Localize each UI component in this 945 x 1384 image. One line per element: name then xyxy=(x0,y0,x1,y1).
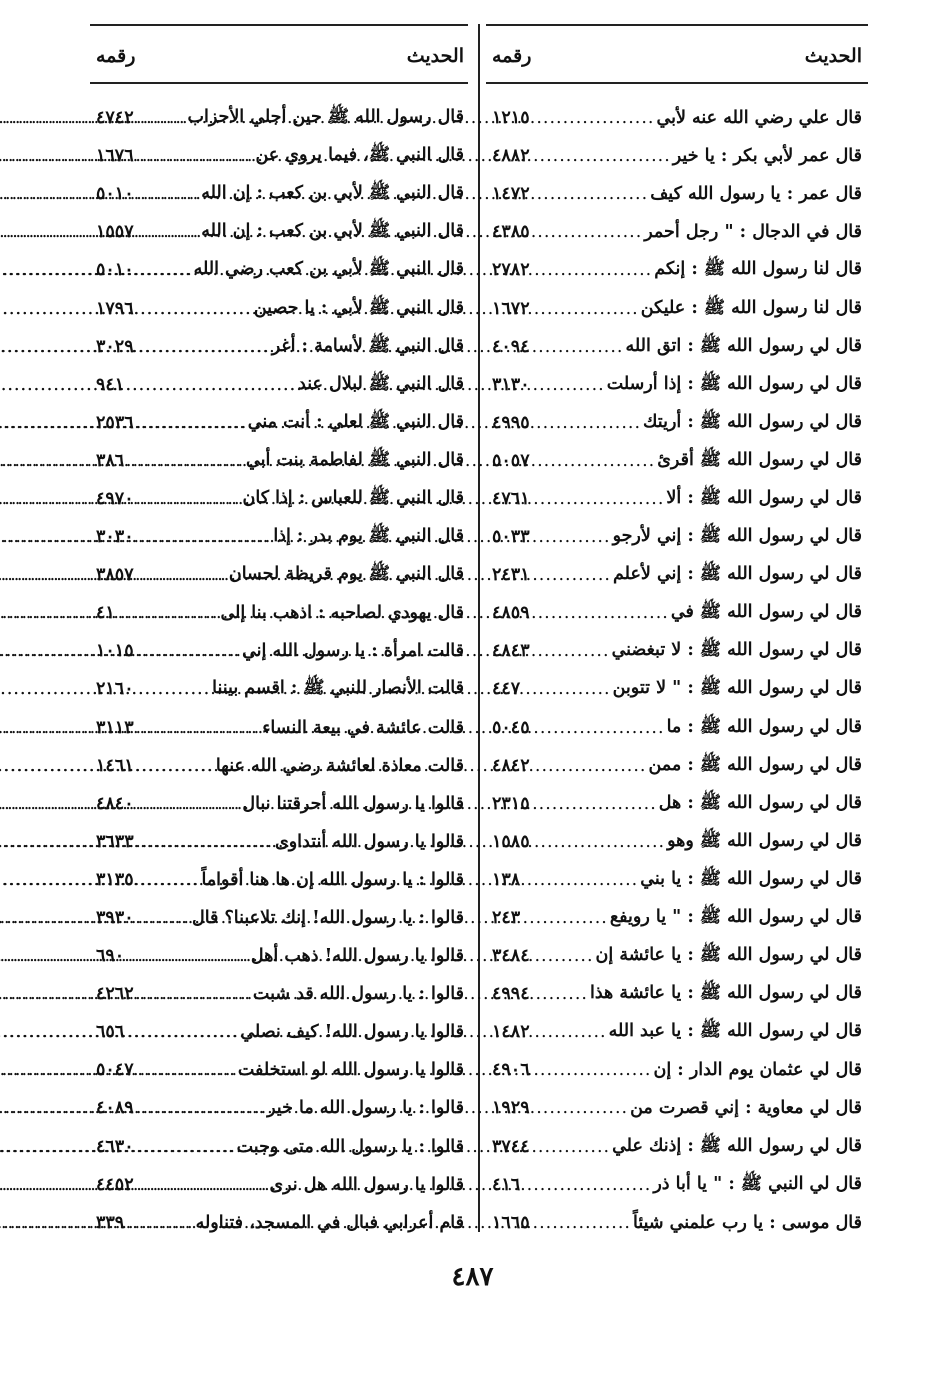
entry-text: قال لي رسول الله ﷺ : يا بني xyxy=(640,868,862,889)
dot-leader xyxy=(136,184,200,204)
entry-text: قال لنا رسول الله ﷺ : عليكن xyxy=(640,297,862,318)
entry-text: قال لي رسول الله ﷺ : اتق الله xyxy=(625,335,862,356)
entry-number: ٤٨٤٢ xyxy=(492,755,530,776)
entry-text: قالوا : يا رسول الله ما خير xyxy=(267,1098,464,1119)
dot-leader xyxy=(126,375,296,395)
dot-leader xyxy=(136,832,273,852)
entry-number: ٦٥٦ xyxy=(96,1022,125,1043)
entry-number: ٤١ xyxy=(96,603,115,624)
index-entry xyxy=(92,1204,468,1242)
entry-text: قال النبي ﷺ لأبي بن كعب : إن الله xyxy=(201,183,464,204)
entry-number: ٤١٦ xyxy=(492,1174,521,1195)
dot-leader xyxy=(532,337,624,357)
dot-leader xyxy=(532,146,671,166)
entry-number: ١٥٨٥ xyxy=(492,831,530,852)
entry-number: ١٣٨ xyxy=(492,869,521,890)
entry-number: ٣٩٣٠ xyxy=(96,908,134,929)
index-entry xyxy=(488,1013,866,1051)
index-entry xyxy=(92,1013,468,1051)
index-entry xyxy=(488,251,866,289)
entry-number: ١٦٧٦ xyxy=(96,146,134,167)
dot-leader xyxy=(136,565,227,585)
index-entry xyxy=(92,975,468,1013)
index-entry xyxy=(92,518,468,556)
dot-leader xyxy=(136,413,246,433)
index-entry xyxy=(92,632,468,670)
entry-text: قال لي رسول الله ﷺ في xyxy=(670,602,862,623)
dot-leader xyxy=(136,337,270,357)
index-entry xyxy=(488,1166,866,1204)
entry-number: ٣٧٤٤ xyxy=(492,1136,530,1157)
entry-number: ٣٨٥٧ xyxy=(96,565,134,586)
entry-number: ٤٨٨٢ xyxy=(492,146,530,167)
entry-number: ١٩٢٩ xyxy=(492,1098,530,1119)
dot-leader xyxy=(532,1060,652,1080)
entry-text: قالت عائشة في بيعة النساء xyxy=(262,717,464,738)
dot-leader xyxy=(532,1022,607,1042)
entry-text: قالوا : يا رسول الله! إنك تلاعبنا؟ قال xyxy=(192,908,464,929)
entry-text: قال لي رسول الله ﷺ : هل xyxy=(658,792,862,813)
entry-text: قال النبي ﷺ لأسامة : أغر xyxy=(271,335,464,356)
dot-leader xyxy=(117,603,219,623)
index-entry xyxy=(92,785,468,823)
index-entry xyxy=(488,823,866,861)
dot-leader xyxy=(126,1022,238,1042)
entry-text: قال لي رسول الله ﷺ : ما xyxy=(666,716,862,737)
entry-text: قال لي رسول الله ﷺ : يا عائشة هذا xyxy=(589,983,862,1004)
entry-text: قالوا : يا رسول الله إن ها هنا أقواماً xyxy=(201,869,464,890)
dot-leader xyxy=(136,641,240,661)
entry-number: ٣٤٨٤ xyxy=(492,946,530,967)
entry-text: قال النبي ﷺ لعلي : أنت مني xyxy=(247,411,464,432)
entry-number: ٣٠٢٩ xyxy=(96,336,134,357)
entry-number: ٤٩٩٤ xyxy=(492,984,530,1005)
dot-leader xyxy=(532,527,611,547)
entry-text: قال رسول الله ﷺ حين أجلي الأحزاب xyxy=(187,107,464,128)
entry-number: ٣٦٣٣ xyxy=(96,831,134,852)
entry-text: قال لي رسول الله ﷺ : إذنك علي xyxy=(612,1135,862,1156)
entry-number: ٢٥٣٦ xyxy=(96,412,134,433)
index-entry xyxy=(488,670,866,708)
index-entry xyxy=(488,213,866,251)
entry-text: قالوا يا رسول الله هل نرى xyxy=(269,1174,464,1195)
index-entry xyxy=(92,1051,468,1089)
entry-number: ١٥٥٧ xyxy=(96,222,134,243)
entry-number: ١٤٦١ xyxy=(96,755,134,776)
entry-number: ١٢١٥ xyxy=(492,108,530,129)
dot-leader xyxy=(532,832,665,852)
entry-number: ١٤٧٢ xyxy=(492,184,530,205)
top-rule-right xyxy=(486,24,868,26)
entry-number: ١٦٧٢ xyxy=(492,298,530,319)
entry-text: قالوا يا رسول الله لو استخلفت xyxy=(237,1060,464,1081)
entry-text: قال موسى : يا رب علمني شيئاً xyxy=(633,1212,862,1233)
index-entry xyxy=(92,442,468,480)
dot-leader xyxy=(136,1175,268,1195)
entry-text: قال لي رسول الله ﷺ : " لا تتوبن xyxy=(612,678,862,699)
entry-number: ٤٩٠٦ xyxy=(492,1060,530,1081)
dot-leader xyxy=(532,1137,610,1157)
dot-leader xyxy=(532,718,665,738)
entry-text: قال لي رسول الله ﷺ : لا تبغضني xyxy=(611,640,862,661)
index-entry xyxy=(488,975,866,1013)
entry-number: ٤٨٥٩ xyxy=(492,603,530,624)
dot-leader xyxy=(532,984,588,1004)
index-entry xyxy=(488,480,866,518)
dot-leader xyxy=(136,756,214,776)
entry-number: ٣٣٩ xyxy=(96,1212,125,1233)
entry-text: قال لي رسول الله ﷺ : ألا xyxy=(666,487,862,508)
index-entry xyxy=(92,328,468,366)
index-entry xyxy=(488,99,866,137)
index-entry xyxy=(488,366,866,404)
entry-text: قال علي رضي الله عنه لأبي xyxy=(656,108,862,129)
index-entry xyxy=(488,289,866,327)
entry-text: قال في الدجال : " رجل أحمر xyxy=(644,222,862,243)
index-column-right xyxy=(488,30,866,1242)
dot-leader xyxy=(532,641,610,661)
dot-leader xyxy=(532,375,605,395)
entry-number: ٣٨٦ xyxy=(96,450,125,471)
dot-leader xyxy=(136,679,211,699)
entry-number: ٣١٣٥ xyxy=(96,869,134,890)
index-entry xyxy=(92,899,468,937)
dot-leader xyxy=(532,451,656,471)
entry-number: ٢٤٣١ xyxy=(492,565,530,586)
entry-number: ٤٨٤٣ xyxy=(492,641,530,662)
dot-leader xyxy=(136,984,251,1004)
entry-number: ٣١١٣ xyxy=(96,717,134,738)
dot-leader xyxy=(136,718,261,738)
index-entry xyxy=(488,594,866,632)
index-entry xyxy=(92,747,468,785)
entries-right xyxy=(488,99,866,1242)
entry-number: ١٦٦٥ xyxy=(492,1212,530,1233)
entry-text: قام أعرابي فبال في المسجد، فتناوله xyxy=(195,1212,464,1233)
entry-number: ٤٣٨٥ xyxy=(492,222,530,243)
entry-number: ٣٠٣٠ xyxy=(96,527,134,548)
dot-leader xyxy=(532,489,665,509)
entry-number: ٤٠٨٩ xyxy=(96,1098,134,1119)
dot-leader xyxy=(136,527,272,547)
entry-number: ٤٩٩٥ xyxy=(492,412,530,433)
index-entry xyxy=(92,861,468,899)
index-entry xyxy=(92,937,468,975)
entry-text: قال يهودي لصاحبه : اذهب بنا إلى xyxy=(220,603,464,624)
index-entry xyxy=(92,366,468,404)
entry-number: ٣١٣٠ xyxy=(492,374,530,395)
entry-text: قال لي رسول الله ﷺ وهو xyxy=(667,830,862,851)
dot-leader xyxy=(532,413,641,433)
entry-number: ٤٢٦٢ xyxy=(96,984,134,1005)
header-title: الحديث xyxy=(804,45,862,67)
entry-number: ٦٩٠ xyxy=(96,946,125,967)
dot-leader xyxy=(532,756,647,776)
entry-text: قالوا : يا رسول الله متى وجبت xyxy=(236,1136,464,1157)
dot-leader xyxy=(136,1137,235,1157)
dot-leader xyxy=(532,1213,631,1233)
index-entry xyxy=(488,1089,866,1127)
column-header-left xyxy=(92,30,468,82)
entry-number: ٢٧٨٢ xyxy=(492,260,530,281)
entry-number: ٥٠٤٥ xyxy=(492,717,530,738)
entry-text: قال لي رسول الله ﷺ : يا عائشة إن xyxy=(595,945,862,966)
header-number: رقمه xyxy=(492,45,532,67)
entry-text: قال النبي ﷺ يوم بدر : إذا xyxy=(273,526,464,547)
dot-leader xyxy=(136,222,200,242)
dot-leader xyxy=(532,184,649,204)
dot-leader xyxy=(532,222,643,242)
entry-text: قال النبي ﷺ للعباس : إذا كان xyxy=(242,487,464,508)
entry-text: قالوا يا رسول الله أحرقتنا نبال xyxy=(242,793,464,814)
dot-leader xyxy=(522,679,610,699)
index-entry xyxy=(488,137,866,175)
index-entry xyxy=(92,404,468,442)
entry-text: قالوا : يا رسول الله قد شبت xyxy=(252,984,464,1005)
dot-leader xyxy=(532,603,669,623)
index-entry xyxy=(488,937,866,975)
index-entry xyxy=(488,556,866,594)
dot-leader xyxy=(532,299,639,319)
entry-text: قال لنا رسول الله ﷺ : إنكم xyxy=(654,259,862,280)
entry-text: قال عمر لأبي بكر : يا خير xyxy=(672,146,862,167)
entry-text: قال النبي ﷺ لأبي : يا حصين xyxy=(253,297,464,318)
dot-leader xyxy=(532,794,657,814)
entry-number: ٤٨٤٠ xyxy=(96,793,134,814)
dot-leader xyxy=(532,946,594,966)
index-entry xyxy=(488,328,866,366)
entry-text: قال عمر : يا رسول الله كيف xyxy=(650,184,862,205)
dot-leader xyxy=(532,260,653,280)
index-entry xyxy=(92,99,468,137)
entry-number: ٩٤١ xyxy=(96,374,125,395)
entry-number: ١٠١٥ xyxy=(96,641,134,662)
index-entry xyxy=(488,861,866,899)
entry-number: ١٧٩٦ xyxy=(96,298,134,319)
entry-text: قال النبي ﷺ لفاطمة بنت أبي xyxy=(246,449,464,470)
entry-text: قال لي رسول الله ﷺ : يا عبد الله xyxy=(608,1021,862,1042)
dot-leader xyxy=(532,1098,629,1118)
entry-text: قال النبي ﷺ لبلال عند xyxy=(298,373,464,394)
entry-text: قال لي رسول الله ﷺ : ممن xyxy=(648,754,862,775)
header-number: رقمه xyxy=(96,45,136,67)
entry-number: ٥٠١٠ xyxy=(96,184,134,205)
dot-leader xyxy=(136,794,241,814)
entry-text: قالت معاذة لعائشة رضي الله عنها xyxy=(215,755,464,776)
entry-number: ٥٠٥٧ xyxy=(492,450,530,471)
index-entry xyxy=(92,670,468,708)
index-entry xyxy=(92,1128,468,1166)
dot-leader xyxy=(532,565,611,585)
entry-text: قال النبي ﷺ لأبي بن كعب : إن الله xyxy=(201,221,464,242)
index-entry xyxy=(92,175,468,213)
entry-text: قال النبي ﷺ لأبي بن كعب رضي الله xyxy=(193,259,464,280)
index-entry xyxy=(488,442,866,480)
dot-leader xyxy=(522,908,608,928)
entry-number: ٤٠٩٤ xyxy=(492,336,530,357)
entry-number: ٤٧٤٢ xyxy=(96,108,134,129)
entry-text: قال لي رسول الله ﷺ : إني لأرجو xyxy=(612,526,862,547)
entry-text: قال لي عثمان يوم الدار : إن xyxy=(653,1060,862,1081)
dot-leader xyxy=(136,489,241,509)
dot-leader xyxy=(522,870,638,890)
entry-number: ٤٧٦١ xyxy=(492,488,530,509)
entry-text: قال لي رسول الله ﷺ : أريتك xyxy=(643,411,862,432)
entry-number: ٢١٦٠ xyxy=(96,679,134,700)
dot-leader xyxy=(522,1175,651,1195)
dot-leader xyxy=(126,451,244,471)
entry-text: قالت الأنصار للنبي ﷺ : اقسم بيننا xyxy=(212,678,464,699)
dot-leader xyxy=(136,108,186,128)
index-entry xyxy=(92,137,468,175)
index-entry xyxy=(92,1089,468,1127)
entry-text: قال النبي ﷺ، فيما يروي عن xyxy=(255,145,464,166)
entry-text: قال لي رسول الله ﷺ : إذا أرسلت xyxy=(606,373,862,394)
index-entry xyxy=(488,632,866,670)
index-entry xyxy=(92,1166,468,1204)
entry-text: قالوا يا رسول الله! ذهب أهل xyxy=(250,946,464,967)
entry-number: ٤٦٣٠ xyxy=(96,1136,134,1157)
dot-leader xyxy=(136,1098,266,1118)
index-entry xyxy=(92,594,468,632)
header-title: الحديث xyxy=(406,45,464,67)
entry-text: قال لي رسول الله ﷺ أقرئ xyxy=(657,449,862,470)
dot-leader xyxy=(136,260,192,280)
index-entry xyxy=(92,251,468,289)
entry-number: ٢٣١٥ xyxy=(492,793,530,814)
entry-text: قال لي معاوية : إني قصرت من xyxy=(630,1098,862,1119)
index-entry xyxy=(488,899,866,937)
dot-leader xyxy=(136,299,252,319)
index-entry xyxy=(92,480,468,518)
entry-number: ٥٠٣٣ xyxy=(492,527,530,548)
column-divider xyxy=(478,24,480,1232)
entry-number: ٤٤٧ xyxy=(492,679,521,700)
entries-left xyxy=(92,99,468,1242)
dot-leader xyxy=(136,146,254,166)
top-rule-left xyxy=(90,24,468,26)
entry-number: ٤٩٧٠ xyxy=(96,488,134,509)
entry-text: قالت امرأة : يا رسول الله إني xyxy=(242,641,464,662)
entry-text: قال لي رسول الله ﷺ : إني لأعلم xyxy=(613,564,862,585)
index-entry xyxy=(92,709,468,747)
entry-text: قال لي النبي ﷺ : " يا أبا ذر xyxy=(653,1173,862,1194)
index-entry xyxy=(488,709,866,747)
index-entry xyxy=(488,1204,866,1242)
dot-leader xyxy=(136,1060,236,1080)
index-entry xyxy=(92,556,468,594)
entry-number: ٥٠٤٧ xyxy=(96,1060,134,1081)
entry-text: قال لي رسول الله ﷺ : " يا رويفع xyxy=(609,907,862,928)
index-entry xyxy=(488,518,866,556)
index-entry xyxy=(488,404,866,442)
entry-text: قال النبي ﷺ يوم قريظة لحسان xyxy=(228,564,464,585)
entry-number: ٤٤٥٢ xyxy=(96,1174,134,1195)
index-column-left xyxy=(92,30,468,1242)
dot-leader xyxy=(126,1213,193,1233)
index-entry xyxy=(488,1128,866,1166)
index-entry xyxy=(488,747,866,785)
index-entry xyxy=(488,1051,866,1089)
page-number: ٤٨٧ xyxy=(451,1262,494,1292)
entry-number: ٥٠١٠ xyxy=(96,260,134,281)
entry-text: قالوا يا رسول الله أنتداوى xyxy=(275,831,464,852)
entry-number: ١٤٨٢ xyxy=(492,1022,530,1043)
entry-number: ٢٤٣ xyxy=(492,908,521,929)
index-entry xyxy=(488,785,866,823)
index-entry xyxy=(92,213,468,251)
column-header-right xyxy=(488,30,866,82)
dot-leader xyxy=(136,908,190,928)
index-entry xyxy=(92,823,468,861)
dot-leader xyxy=(136,870,200,890)
index-entry xyxy=(92,289,468,327)
dot-leader xyxy=(126,946,249,966)
dot-leader xyxy=(532,108,655,128)
entry-text: قالوا يا رسول الله! كيف نصلي xyxy=(240,1022,464,1043)
index-entry xyxy=(488,175,866,213)
